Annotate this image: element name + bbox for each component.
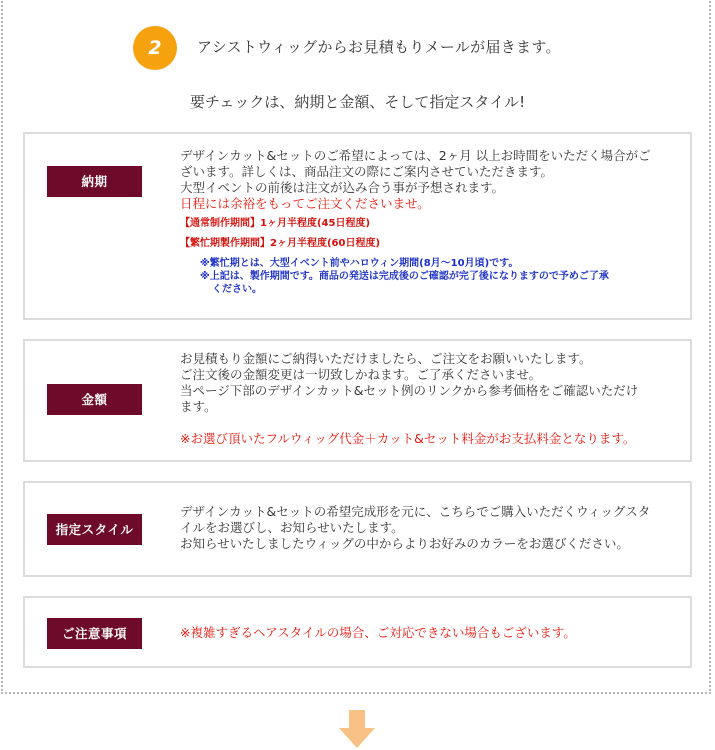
- normal-period: 【通常制作期間】1ヶ月半程度(45日程度): [180, 218, 371, 229]
- price-text-line: 当ページ下部のデザインカット&セット例のリンクから参考価格をご確認いただけ: [180, 383, 639, 398]
- caution-label: ご注意事項: [47, 618, 142, 649]
- style-text-line: イルをお選びし、お知らせいたします。: [180, 520, 404, 535]
- caution-red-note: ※複雑すぎるヘアスタイルの場合、ご対応できない場合もございます。: [180, 625, 576, 640]
- down-arrow-icon: [339, 710, 375, 748]
- production-note-cont: ください。: [212, 284, 262, 295]
- busy-note: ※繁忙期とは、大型イベント前やハロウィン期間(8月〜10月頃)です。: [200, 258, 519, 269]
- busy-period: 【繁忙期製作期間】2ヶ月半程度(60日程度): [180, 238, 381, 249]
- step-title: アシストウィッグからお見積もりメールが届きます。: [197, 38, 561, 56]
- price-content: [180, 351, 675, 447]
- delivery-text-line: ざいます。詳しくは、商品注文の際にご案内させていただきます。: [180, 164, 554, 179]
- price-red-note: ※お選び頂いたフルウィッグ代金＋カット&セット料金がお支払料金となります。: [180, 431, 636, 446]
- section-subtitle: 要チェックは、納期と金額、そして指定スタイル!: [189, 93, 526, 111]
- delivery-text-line: デザインカット&セットのご希望によっては、2ヶ月 以上お時間をいただく場合がご: [180, 148, 651, 163]
- production-note: ※上記は、製作期間です。商品の発送は完成後のご確認が完了後になりますので予めご了承: [200, 271, 609, 282]
- price-text-line: ご注文後の金額変更は一切致しかねます。ご了承くださいませ。: [180, 367, 542, 382]
- delivery-red-note: 日程には余裕をもってご注文くださいませ。: [180, 196, 430, 211]
- price-text-line: お見積もり金額にご納得いただけましたら、ご注文をお願いいたします。: [180, 351, 592, 366]
- caution-content: [180, 625, 675, 641]
- price-text-line: ます。: [180, 399, 217, 414]
- delivery-text-line: 大型イベントの前後は注文が込み合う事が予想されます。: [180, 180, 505, 195]
- price-label: 金額: [47, 384, 142, 415]
- delivery-label: 納期: [47, 166, 142, 197]
- delivery-content: [180, 148, 675, 296]
- style-section: [23, 481, 692, 577]
- style-content: [180, 504, 675, 552]
- delivery-section: [23, 132, 692, 320]
- caution-section: [23, 596, 692, 668]
- price-section: [23, 339, 692, 462]
- style-label: 指定スタイル: [47, 514, 142, 545]
- style-text-line: お知らせいたしましたウィッグの中からよりお好みのカラーをお選びください。: [180, 536, 629, 551]
- style-text-line: デザインカット&セットの希望完成形を元に、こちらでご購入いただくウィッグスタ: [180, 504, 651, 519]
- step-number-badge: 2: [133, 26, 177, 70]
